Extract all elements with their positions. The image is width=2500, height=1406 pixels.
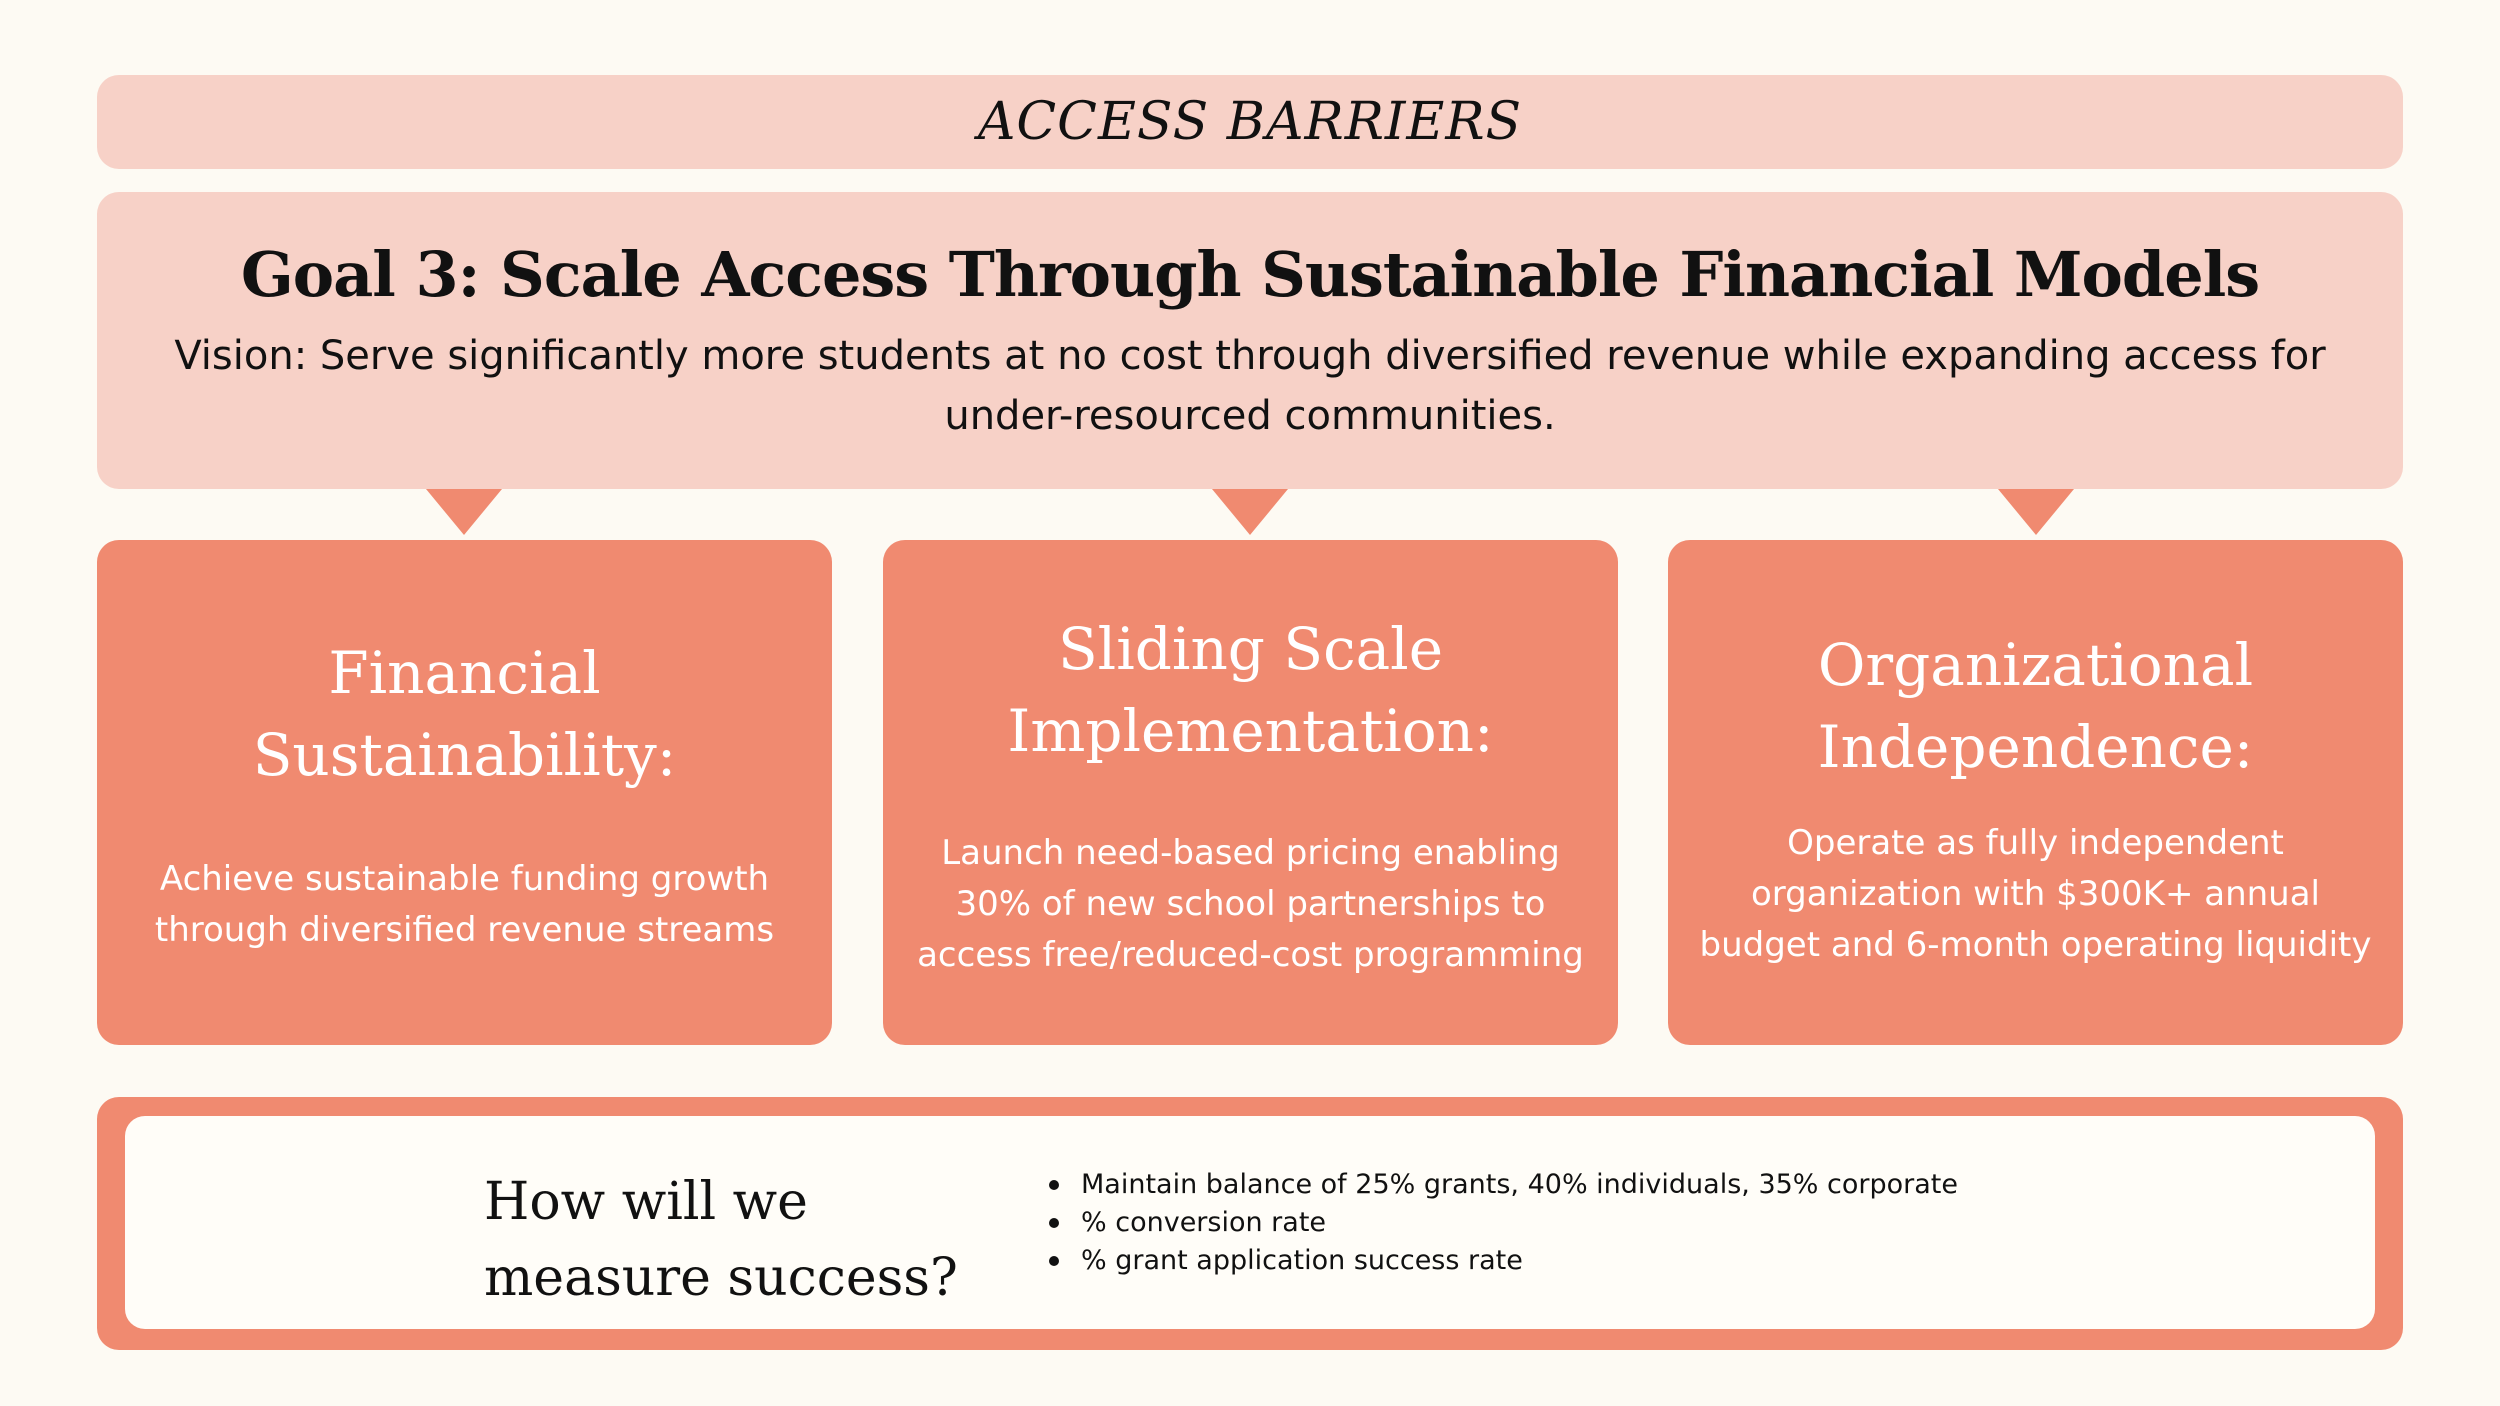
list-item-text: % grant application success rate: [1081, 1245, 1523, 1276]
bullet-icon: [1049, 1180, 1059, 1190]
list-item: [1045, 1242, 1958, 1280]
card-body: Achieve sustainable funding growth through diversified revenue streams: [154, 859, 775, 950]
card-title: Financial Sustainability:: [252, 639, 677, 789]
card-title: Organizational Independence:: [1817, 631, 2254, 781]
measure-success-inner: [125, 1116, 2375, 1329]
card-body: Launch need-based pricing enabling 30% of new school partnerships to access free/reduced-cost programming: [917, 833, 1584, 975]
measure-list: [1045, 1166, 1958, 1280]
list-item-text: Maintain balance of 25% grants, 40% individuals, 35% corporate: [1081, 1169, 1958, 1200]
list-item-text: % conversion rate: [1081, 1207, 1327, 1238]
card-financial-sustainability: [97, 540, 832, 1045]
section-header: [97, 75, 2403, 169]
list-item: [1045, 1166, 1958, 1204]
card-sliding-scale: [883, 540, 1618, 1045]
bullet-icon: [1049, 1256, 1059, 1266]
pointer-arrow-icon: [1998, 489, 2074, 535]
card-organizational-independence: [1668, 540, 2403, 1045]
card-title: Sliding Scale Implementation:: [1007, 615, 1494, 765]
measure-success-panel: [97, 1097, 2403, 1350]
card-body: Operate as fully independent organization with $300K+ annual budget and 6-month operating liquidity: [1699, 823, 2372, 965]
bullet-icon: [1049, 1218, 1059, 1228]
goal-vision: Vision: Serve significantly more students at no cost through diversified revenue while expanding access for under-resourced communities.: [174, 333, 2326, 439]
pointer-arrow-icon: [1212, 489, 1288, 535]
pointer-arrow-icon: [426, 489, 502, 535]
goal-title: Goal 3: Scale Access Through Sustainable Financial Models: [240, 238, 2260, 311]
goal-panel: [97, 192, 2403, 489]
section-header-label: ACCESS BARRIERS: [977, 92, 1523, 152]
list-item: [1045, 1204, 1958, 1242]
measure-question: How will we measure success?: [484, 1172, 958, 1308]
